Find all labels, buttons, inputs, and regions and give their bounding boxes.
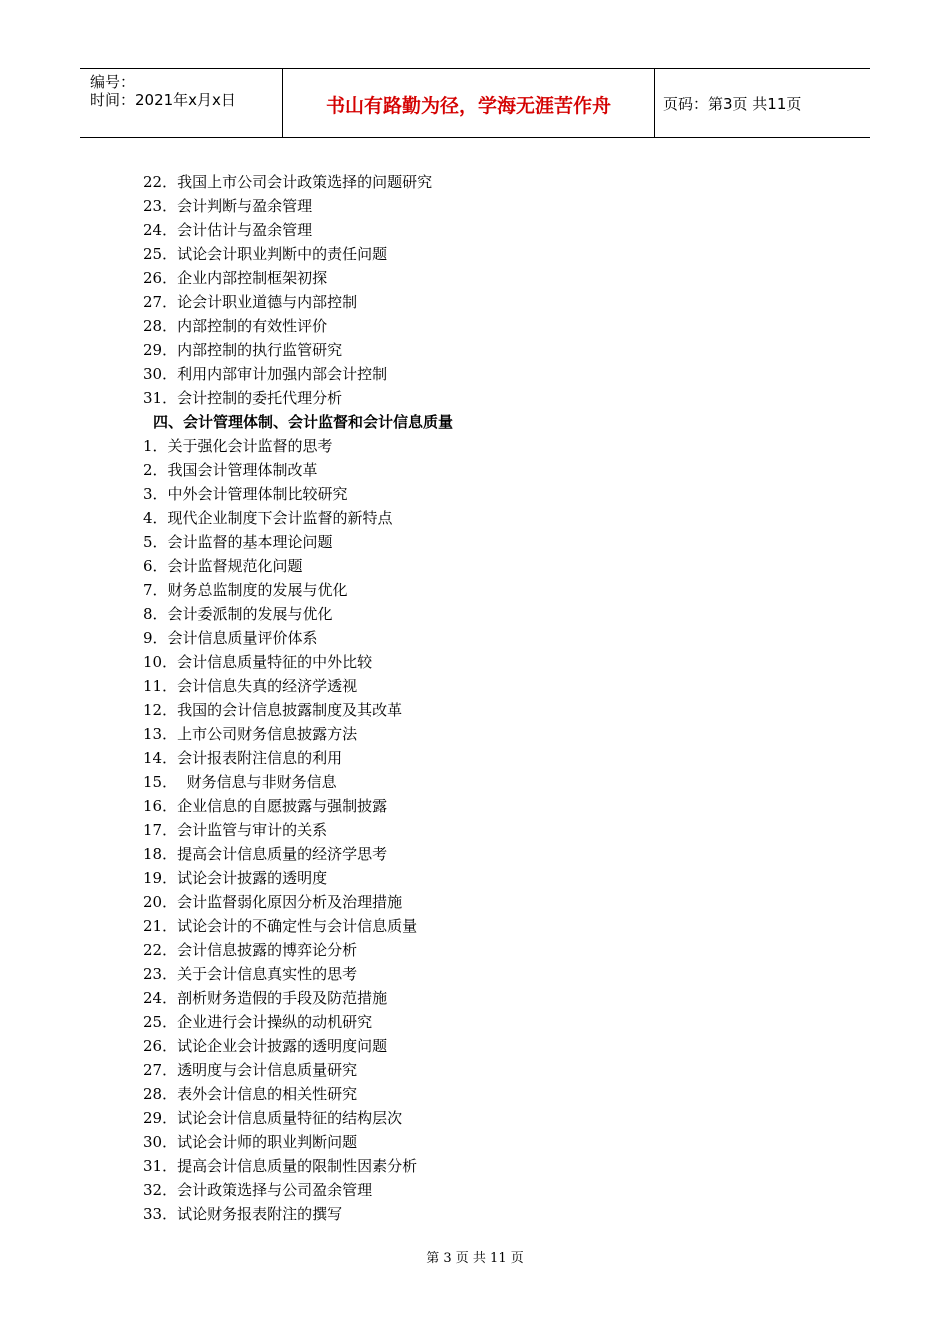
list-item: 30．利用内部审计加强内部会计控制 (143, 365, 388, 383)
list-item: 19．试论会计披露的透明度 (143, 869, 328, 887)
list-item: 31．提高会计信息质量的限制性因素分析 (143, 1157, 418, 1175)
list-item: 25．试论会计职业判断中的责任问题 (143, 245, 388, 263)
list-item: 30．试论会计师的职业判断问题 (143, 1133, 358, 1151)
list-item: 12．我国的会计信息披露制度及其改革 (143, 701, 403, 719)
list-item: 22．我国上市公司会计政策选择的问题研究 (143, 173, 433, 191)
header-page-cell (655, 69, 870, 137)
header-motto-cell (283, 69, 655, 137)
list-item: 15． 财务信息与非财务信息 (143, 773, 337, 791)
list-item: 8．会计委派制的发展与优化 (143, 605, 333, 623)
list-item: 31．会计控制的委托代理分析 (143, 389, 343, 407)
list-item: 24．剖析财务造假的手段及防范措施 (143, 989, 388, 1007)
page-header (80, 68, 870, 138)
list-item: 26．试论企业会计披露的透明度问题 (143, 1037, 388, 1055)
list-item: 7．财务总监制度的发展与优化 (143, 581, 348, 599)
list-item: 5．会计监督的基本理论问题 (143, 533, 333, 551)
header-meta-cell (80, 69, 283, 137)
header-motto: 书山有路勤为径，学海无涯苦作舟 (325, 95, 611, 117)
list-item: 28．表外会计信息的相关性研究 (143, 1085, 358, 1103)
list-item: 25．企业进行会计操纵的动机研究 (143, 1013, 373, 1031)
list-item: 22．会计信息披露的博弈论分析 (143, 941, 358, 959)
list-item: 10．会计信息质量特征的中外比较 (143, 653, 373, 671)
list-item: 32．会计政策选择与公司盈余管理 (143, 1181, 373, 1199)
list-item: 17．会计监管与审计的关系 (143, 821, 328, 839)
list-item: 26．企业内部控制框架初探 (143, 269, 328, 287)
list-item: 13．上市公司财务信息披露方法 (143, 725, 358, 743)
list-item: 11．会计信息失真的经济学透视 (143, 677, 358, 695)
list-item: 16．企业信息的自愿披露与强制披露 (143, 797, 388, 815)
list-item: 23．关于会计信息真实性的思考 (143, 965, 358, 983)
list-item: 14．会计报表附注信息的利用 (143, 749, 343, 767)
list-item: 21．试论会计的不确定性与会计信息质量 (143, 917, 418, 935)
document-code-label: 编号： (90, 73, 136, 91)
list-item: 4．现代企业制度下会计监督的新特点 (143, 509, 393, 527)
list-item: 28．内部控制的有效性评价 (143, 317, 328, 335)
list-item: 9．会计信息质量评价体系 (143, 629, 318, 647)
header-page-info: 页码：第3页 共11页 (663, 95, 802, 113)
section-heading: 四、会计管理体制、会计监督和会计信息质量 (153, 413, 454, 431)
list-item: 27．透明度与会计信息质量研究 (143, 1061, 358, 1079)
list-item: 33．试论财务报表附注的撰写 (143, 1205, 343, 1223)
list-item: 27．论会计职业道德与内部控制 (143, 293, 358, 311)
list-item: 20．会计监督弱化原因分析及治理措施 (143, 893, 403, 911)
document-time-label: 时间：2021年x月x日 (90, 91, 236, 109)
list-item: 2．我国会计管理体制改革 (143, 461, 318, 479)
page-footer: 第 3 页 共 11 页 (426, 1251, 524, 1266)
list-item: 1．关于强化会计监督的思考 (143, 437, 333, 455)
list-item: 6．会计监督规范化问题 (143, 557, 303, 575)
list-item: 18．提高会计信息质量的经济学思考 (143, 845, 388, 863)
list-item: 24．会计估计与盈余管理 (143, 221, 313, 239)
list-item: 23．会计判断与盈余管理 (143, 197, 313, 215)
list-item: 3．中外会计管理体制比较研究 (143, 485, 348, 503)
list-item: 29．试论会计信息质量特征的结构层次 (143, 1109, 403, 1127)
list-item: 29．内部控制的执行监管研究 (143, 341, 343, 359)
